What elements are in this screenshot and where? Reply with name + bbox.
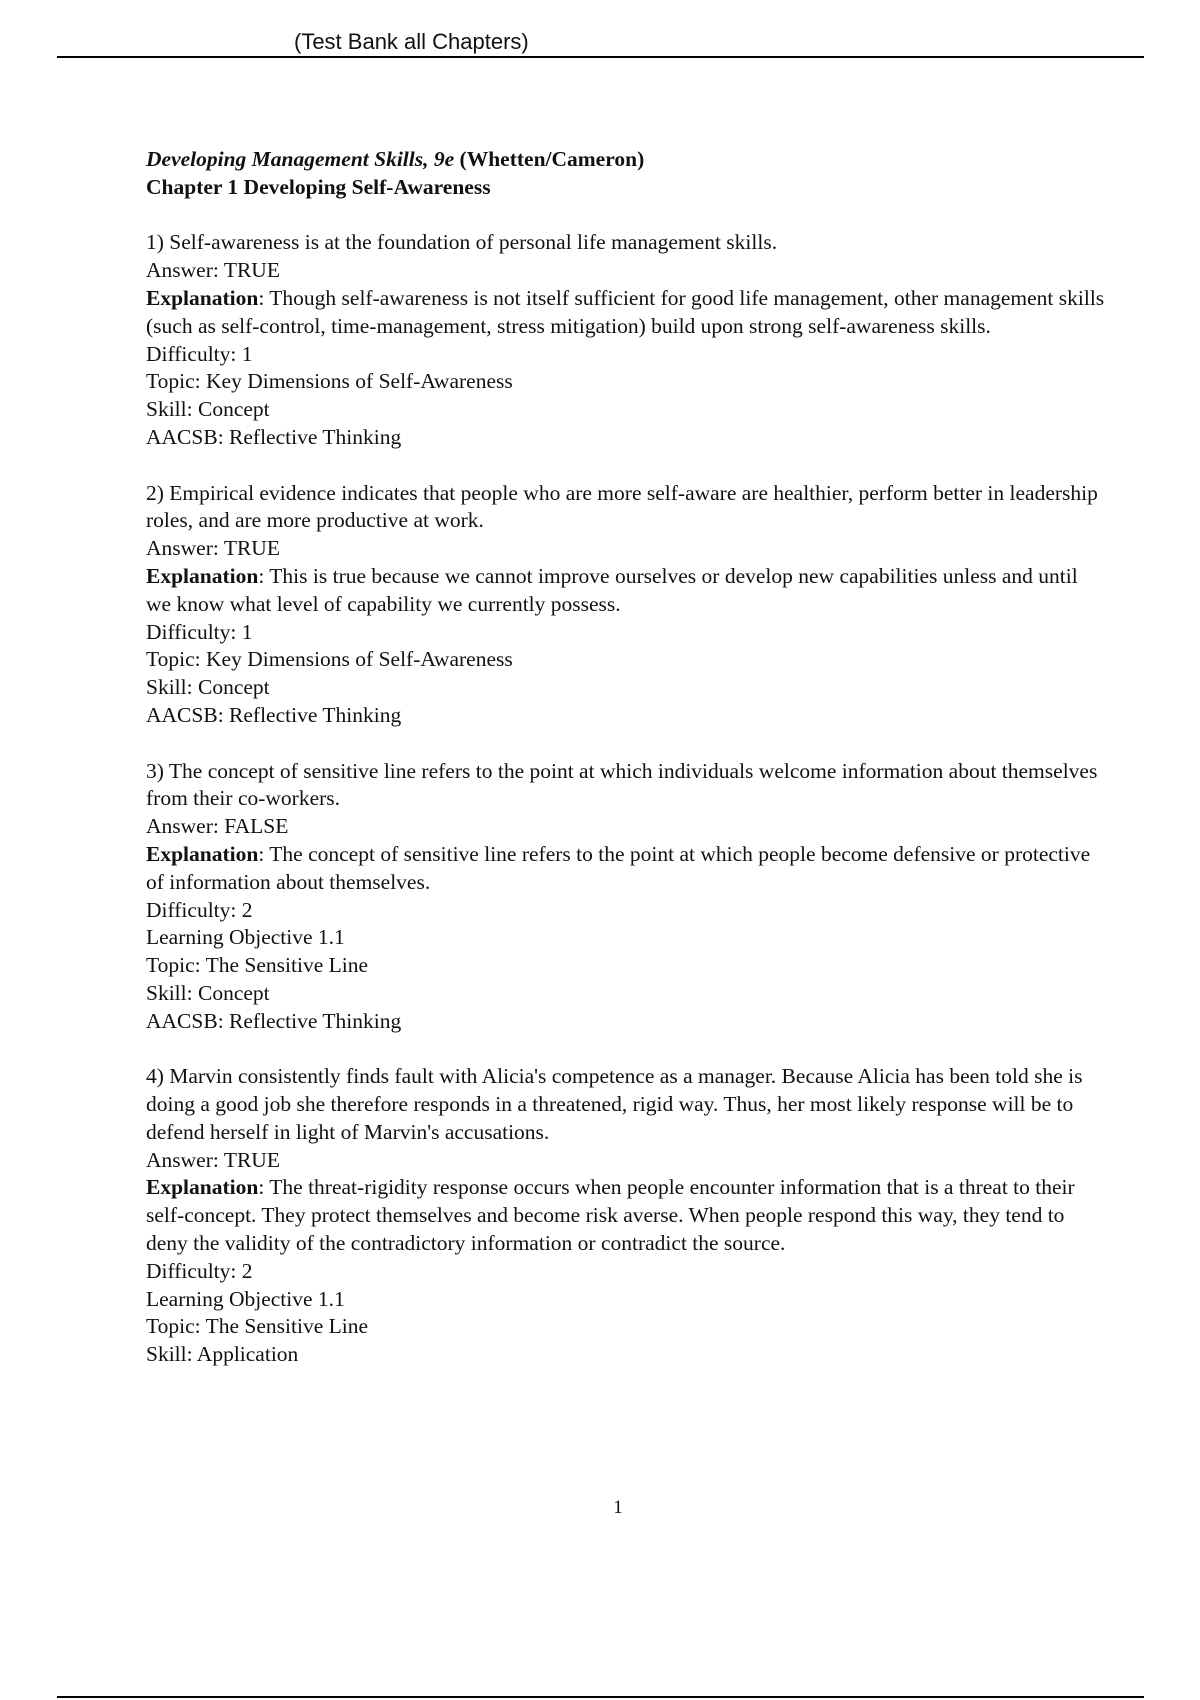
explanation-label: Explanation bbox=[146, 841, 259, 866]
page-number: 1 bbox=[613, 1497, 623, 1518]
chapter-title: Chapter 1 Developing Self-Awareness bbox=[146, 174, 491, 199]
question-aacsb: AACSB: Reflective Thinking bbox=[146, 702, 402, 727]
question-skill: Skill: Concept bbox=[146, 980, 270, 1005]
header-rule bbox=[57, 56, 1144, 58]
question-topic: Topic: The Sensitive Line bbox=[146, 1314, 369, 1339]
explanation-text: : The threat-rigidity response occurs when people encounter information that is a threat to their self-concept. They protect themselves and become risk averse. When people respond this way, they tend to deny the validity of the contradictory information or contradict the source. bbox=[146, 1175, 1075, 1256]
question-difficulty: Difficulty: 2 bbox=[146, 1258, 253, 1283]
explanation-label: Explanation bbox=[146, 285, 259, 310]
question-skill: Skill: Concept bbox=[146, 675, 270, 700]
question-topic: Topic: Key Dimensions of Self-Awareness bbox=[146, 369, 513, 394]
explanation-label: Explanation bbox=[146, 1175, 259, 1200]
running-header: (Test Bank all Chapters) bbox=[294, 29, 529, 54]
question-explanation bbox=[146, 841, 1106, 897]
question-answer: Answer: TRUE bbox=[146, 258, 280, 283]
explanation-text: : This is true because we cannot improve ourselves or develop new capabilities unless and until we know what level of capability we currently possess. bbox=[146, 563, 1078, 616]
question-answer: Answer: FALSE bbox=[146, 814, 289, 839]
title-block bbox=[146, 146, 1106, 202]
page-content bbox=[146, 146, 1106, 1397]
footer-rule bbox=[57, 1696, 1144, 1698]
book-title-line bbox=[146, 146, 1106, 174]
question-topic: Topic: Key Dimensions of Self-Awareness bbox=[146, 647, 513, 672]
question-objective: Learning Objective 1.1 bbox=[146, 925, 345, 950]
question-explanation bbox=[146, 1174, 1106, 1257]
question-1 bbox=[146, 229, 1106, 451]
question-3 bbox=[146, 758, 1106, 1036]
book-title: Developing Management Skills, 9e bbox=[146, 147, 455, 171]
question-4 bbox=[146, 1063, 1106, 1369]
question-stem: 4) Marvin consistently finds fault with Alicia's competence as a manager. Because Alicia has been told she is doing a good job she therefore responds in a threatened, rigid way. Thus, her most likely response will be to defend herself in light of Marvin's accusations. bbox=[146, 1064, 1083, 1144]
question-aacsb: AACSB: Reflective Thinking bbox=[146, 1008, 402, 1033]
question-skill: Skill: Application bbox=[146, 1342, 299, 1367]
question-answer: Answer: TRUE bbox=[146, 1147, 280, 1172]
explanation-text: : The concept of sensitive line refers to the point at which people become defensive or protective of information about themselves. bbox=[146, 841, 1091, 894]
question-difficulty: Difficulty: 1 bbox=[146, 341, 253, 366]
question-difficulty: Difficulty: 2 bbox=[146, 897, 253, 922]
explanation-label: Explanation bbox=[146, 563, 259, 588]
question-2 bbox=[146, 480, 1106, 730]
question-topic: Topic: The Sensitive Line bbox=[146, 953, 369, 978]
question-explanation bbox=[146, 285, 1106, 341]
question-skill: Skill: Concept bbox=[146, 397, 270, 422]
question-objective: Learning Objective 1.1 bbox=[146, 1286, 345, 1311]
question-aacsb: AACSB: Reflective Thinking bbox=[146, 424, 402, 449]
question-stem: 2) Empirical evidence indicates that people who are more self-aware are healthier, perform better in leadership roles, and are more productive at work. bbox=[146, 480, 1098, 533]
question-explanation bbox=[146, 563, 1106, 619]
book-authors: (Whetten/Cameron) bbox=[454, 147, 645, 171]
explanation-text: : Though self-awareness is not itself sufficient for good life management, other management skills (such as self-control, time-management, stress mitigation) build upon strong self-awareness skills. bbox=[146, 285, 1105, 338]
question-stem: 3) The concept of sensitive line refers to the point at which individuals welcome information about themselves from their co-workers. bbox=[146, 758, 1098, 811]
question-answer: Answer: TRUE bbox=[146, 536, 280, 561]
question-difficulty: Difficulty: 1 bbox=[146, 619, 253, 644]
question-stem: 1) Self-awareness is at the foundation of personal life management skills. bbox=[146, 230, 778, 255]
